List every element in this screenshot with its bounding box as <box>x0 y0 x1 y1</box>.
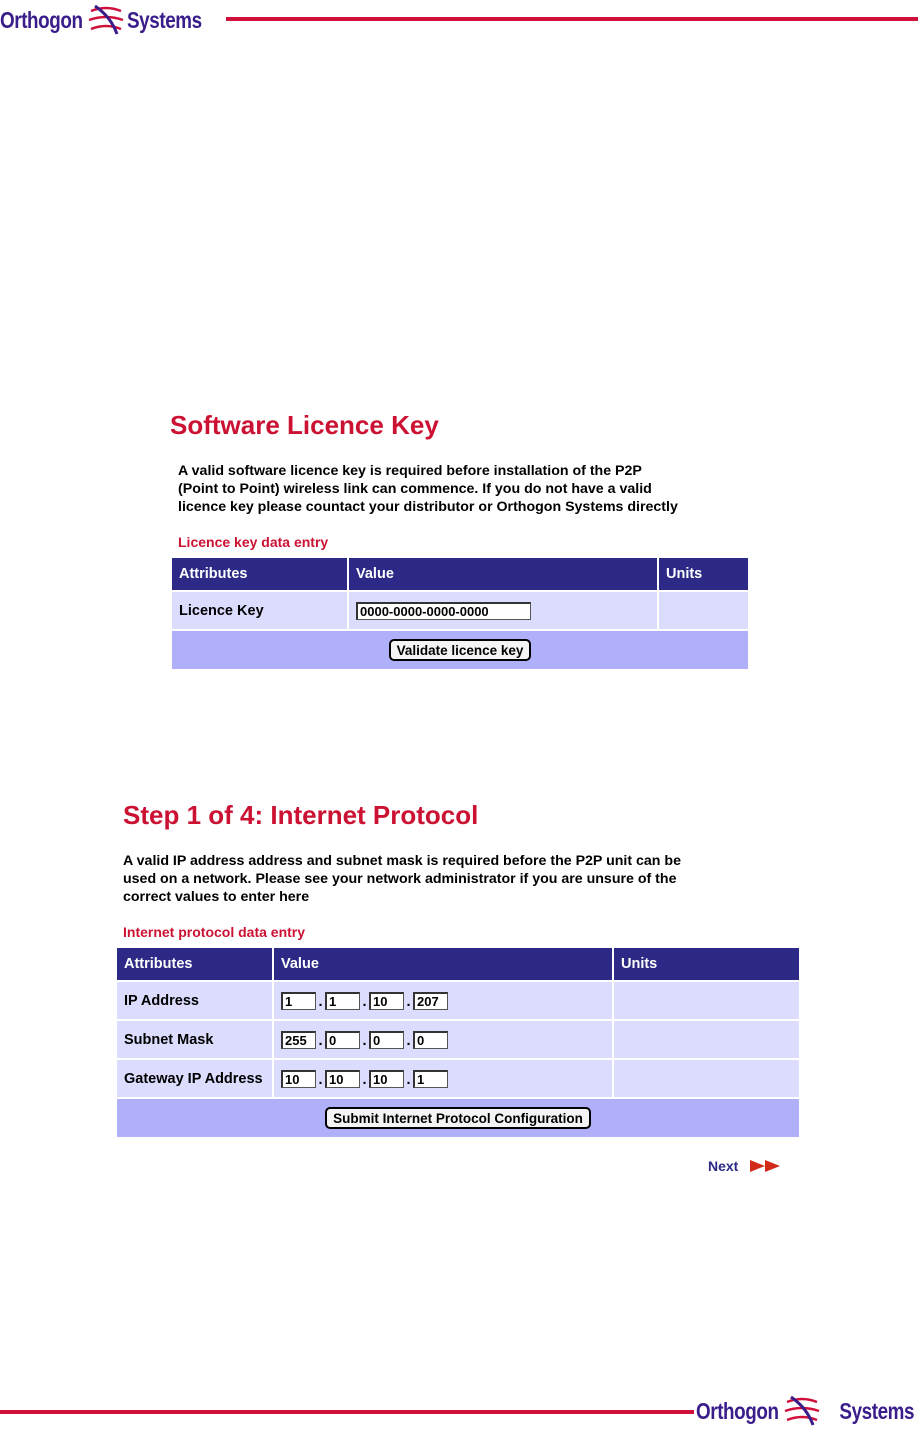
table-row <box>172 592 748 629</box>
gateway-octet-2[interactable] <box>325 1070 360 1088</box>
column-header-units: Units <box>659 558 748 590</box>
double-chevron-right-icon <box>750 1159 784 1173</box>
ip-title: Step 1 of 4: Internet Protocol <box>123 800 479 830</box>
gateway-octet-1[interactable] <box>281 1070 316 1088</box>
subnet-mask-cell <box>274 1021 612 1058</box>
next-label: Next <box>708 1158 739 1174</box>
column-header-value: Value <box>274 948 612 980</box>
column-header-units: Units <box>614 948 799 980</box>
gateway-ip-cell <box>274 1060 612 1097</box>
licence-description: A valid software licence key is required before installation of the P2P (Point to Point) wireless link can commence. If you do not have a valid licence key please countact your distributor or Orthogon Systems directly <box>178 463 678 515</box>
brand-right-word: Systems <box>839 1397 914 1424</box>
subnet-mask-octet-2[interactable] <box>325 1031 360 1049</box>
header-rule <box>226 17 918 21</box>
orthogon-logo-icon <box>783 1394 821 1428</box>
ip-address-octet-1[interactable] <box>281 992 316 1010</box>
ip-subheading: Internet protocol data entry <box>123 924 306 940</box>
table-row-ip-address <box>117 982 799 1019</box>
licence-key-units <box>659 592 748 629</box>
ip-address-octet-2[interactable] <box>325 992 360 1010</box>
action-cell <box>172 631 748 669</box>
subnet-mask-octet-4[interactable] <box>413 1031 448 1049</box>
gateway-octet-3[interactable] <box>369 1070 404 1088</box>
licence-table <box>170 556 750 671</box>
table-header-row <box>117 948 799 980</box>
gateway-ip-units <box>614 1060 799 1097</box>
ip-section <box>115 800 801 1139</box>
ip-table <box>115 946 801 1139</box>
licence-section <box>170 410 750 671</box>
licence-key-input[interactable] <box>356 602 531 620</box>
octet-separator: . <box>362 1032 367 1049</box>
footer-rule <box>0 1410 694 1414</box>
column-header-attributes: Attributes <box>172 558 347 590</box>
gateway-octet-4[interactable] <box>413 1070 448 1088</box>
octet-separator: . <box>406 1032 411 1049</box>
action-row <box>117 1099 799 1137</box>
submit-ip-configuration-button[interactable]: Submit Internet Protocol Configuration <box>325 1107 591 1129</box>
subnet-mask-label: Subnet Mask <box>117 1021 272 1058</box>
header-brand <box>0 2 218 38</box>
action-cell <box>117 1099 799 1137</box>
subnet-mask-octet-3[interactable] <box>369 1031 404 1049</box>
subnet-mask-units <box>614 1021 799 1058</box>
column-header-attributes: Attributes <box>117 948 272 980</box>
octet-separator: . <box>318 1071 323 1088</box>
footer-brand <box>696 1393 914 1429</box>
octet-separator: . <box>362 1071 367 1088</box>
ip-address-units <box>614 982 799 1019</box>
licence-key-label: Licence Key <box>172 592 347 629</box>
subnet-mask-octet-1[interactable] <box>281 1031 316 1049</box>
octet-separator: . <box>318 993 323 1010</box>
octet-separator: . <box>362 993 367 1010</box>
ip-address-label: IP Address <box>117 982 272 1019</box>
octet-separator: . <box>406 993 411 1010</box>
validate-licence-key-button[interactable]: Validate licence key <box>389 639 532 661</box>
next-link[interactable] <box>708 1158 784 1174</box>
octet-separator: . <box>406 1071 411 1088</box>
orthogon-logo-icon <box>87 3 125 37</box>
table-header-row <box>172 558 748 590</box>
licence-title: Software Licence Key <box>170 410 439 440</box>
brand-left-word: Orthogon <box>696 1397 779 1424</box>
brand-left-word: Orthogon <box>0 6 83 33</box>
ip-description: A valid IP address address and subnet mask is required before the P2P unit can be used on a network. Please see your network administrator if you are unsure of the correct values to enter here <box>123 853 681 905</box>
action-row <box>172 631 748 669</box>
ip-address-octet-4[interactable] <box>413 992 448 1010</box>
gateway-ip-label: Gateway IP Address <box>117 1060 272 1097</box>
column-header-value: Value <box>349 558 657 590</box>
table-row-subnet-mask <box>117 1021 799 1058</box>
licence-key-cell <box>349 592 657 629</box>
ip-address-octet-3[interactable] <box>369 992 404 1010</box>
ip-address-cell <box>274 982 612 1019</box>
licence-subheading: Licence key data entry <box>178 534 329 550</box>
brand-right-word: Systems <box>126 6 202 33</box>
table-row-gateway <box>117 1060 799 1097</box>
octet-separator: . <box>318 1032 323 1049</box>
